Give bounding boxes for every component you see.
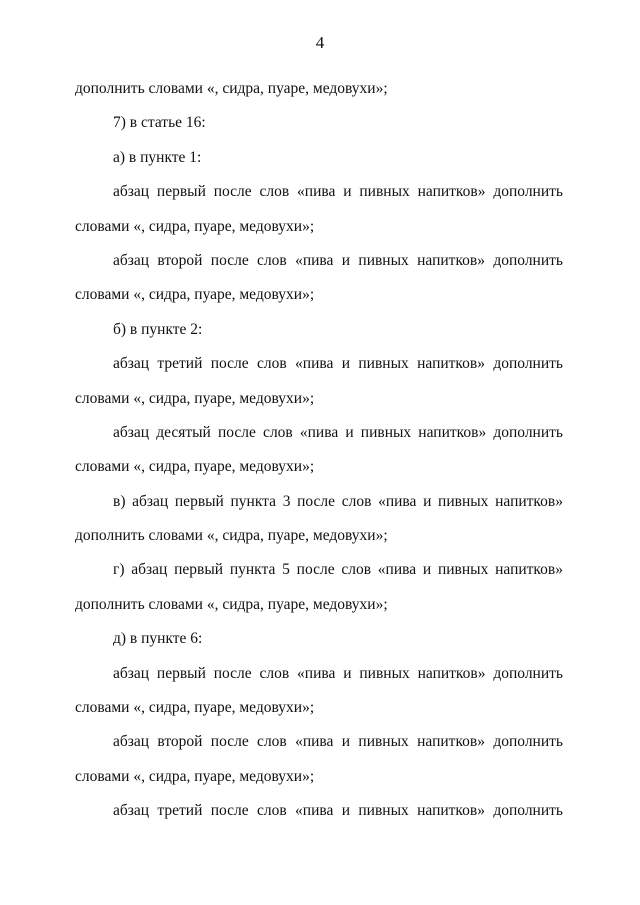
document-body [75,72,563,829]
text-line: абзац десятый после слов «пива и пивных напитков» дополнить [113,423,563,441]
text-line: 7) в статье 16: [113,114,206,132]
text-line: дополнить словами «, сидра, пуаре, медовухи»; [75,595,388,613]
text-line: словами «, сидра, пуаре, медовухи»; [75,699,315,717]
text-line: абзац первый после слов «пива и пивных напитков» дополнить [113,664,563,682]
text-line: в) абзац первый пункта 3 после слов «пива и пивных напитков» [113,492,563,510]
text-line: г) абзац первый пункта 5 после слов «пива и пивных напитков» [113,561,563,579]
text-line: а) в пункте 1: [113,148,202,166]
text-line: абзац второй после слов «пива и пивных напитков» дополнить [113,251,563,269]
text-line: дополнить словами «, сидра, пуаре, медовухи»; [75,80,388,97]
text-line: дополнить словами «, сидра, пуаре, медовухи»; [75,527,388,545]
page-number: 4 [315,33,325,52]
text-line: абзац третий после слов «пива и пивных напитков» дополнить [113,802,563,820]
text-line: словами «, сидра, пуаре, медовухи»; [75,767,315,785]
text-line: д) в пункте 6: [113,630,203,648]
text-line: абзац первый после слов «пива и пивных напитков» дополнить [113,183,563,201]
text-line: словами «, сидра, пуаре, медовухи»; [75,217,315,235]
text-line: словами «, сидра, пуаре, медовухи»; [75,286,315,304]
text-line: словами «, сидра, пуаре, медовухи»; [75,389,315,407]
text-line: абзац третий после слов «пива и пивных напитков» дополнить [113,355,563,373]
text-line: абзац второй после слов «пива и пивных напитков» дополнить [113,733,563,751]
text-line: б) в пункте 2: [113,320,203,338]
text-line: словами «, сидра, пуаре, медовухи»; [75,458,315,476]
